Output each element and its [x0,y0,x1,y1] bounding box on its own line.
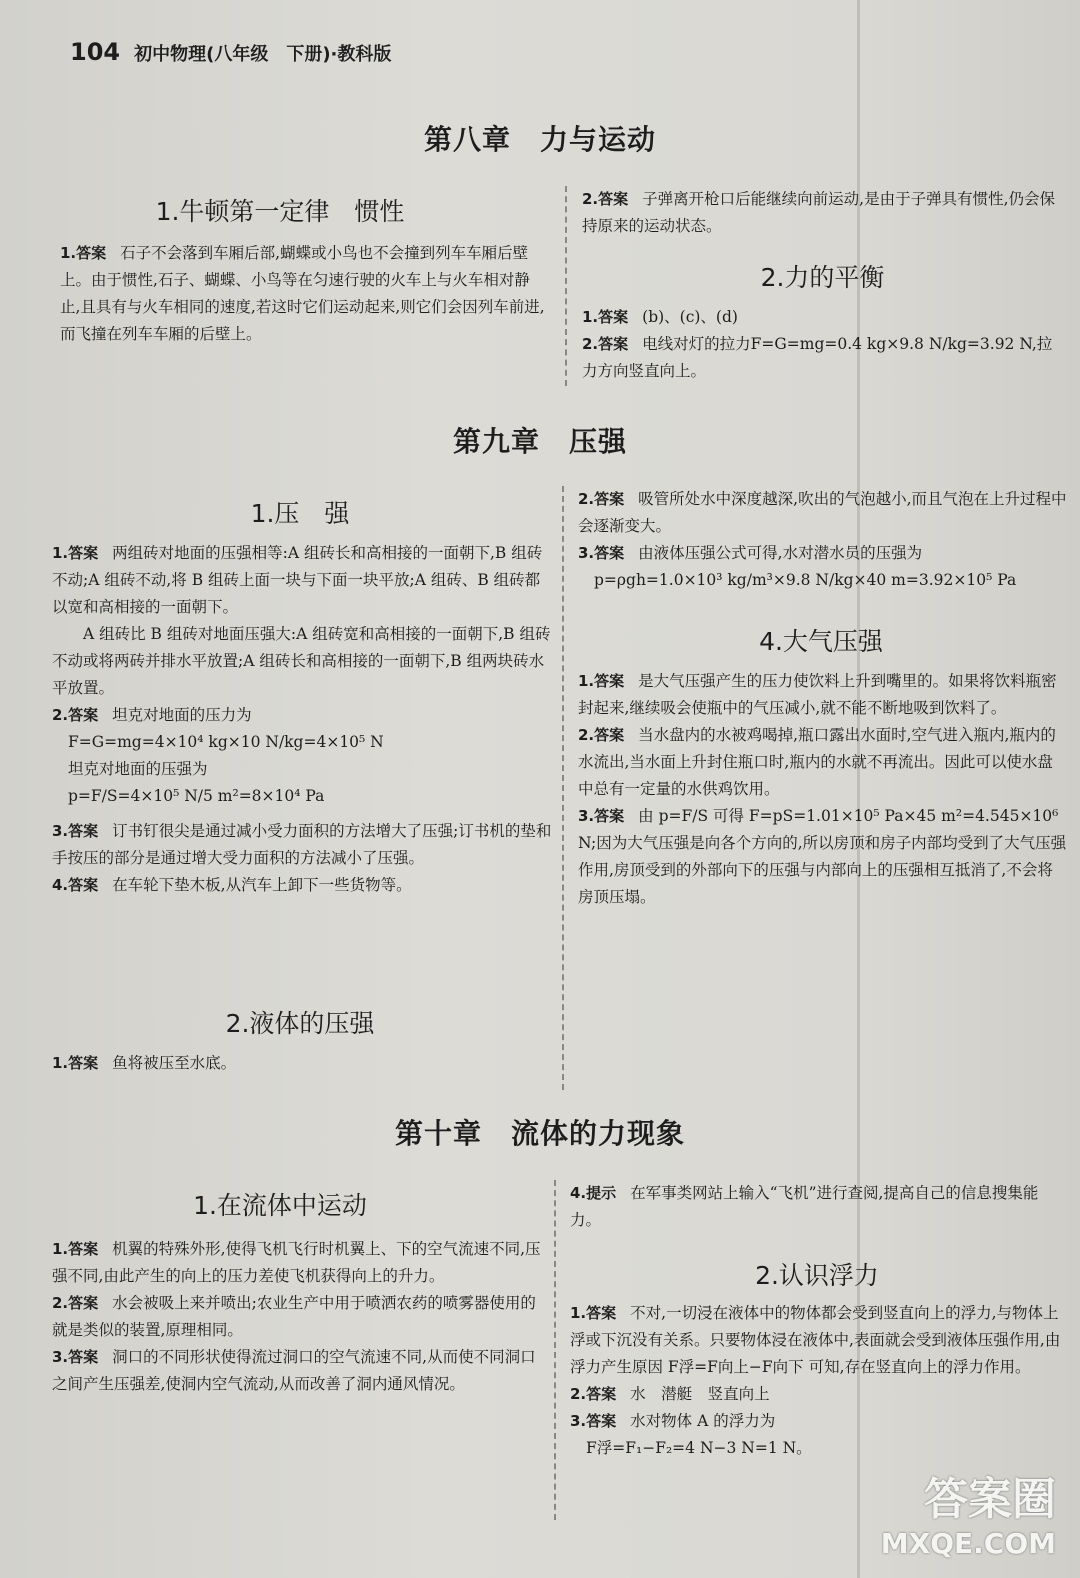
answer-9-1-2-line3: 坦克对地面的压强为 [68,760,208,778]
answer-9-2-1: 1.答案 鱼将被压至水底。 [52,1054,237,1072]
formula-buoyancy: F浮=F₁−F₂=4 N−3 N=1 N。 [586,1439,812,1457]
answer-9-2-3: 3.答案 由液体压强公式可得,水对潜水员的压强为 [578,544,923,562]
section-8-1-body-right [582,186,1067,240]
section-8-1-body [60,240,550,348]
answer-10-2-1: 1.答案 不对,一切浸在液体中的物体都会受到竖直向上的浮力,与物体上浮或下沉没有关系。只要物体浸在液体中,表面就会受到液体压强作用,由浮力产生原因 F浮=F向上−F向下 可知,存在竖直向上的浮力作用。 [570,1304,1061,1376]
site-watermark [881,1463,1056,1560]
book-title: 初中物理(八年级 下册)·教科版 [134,44,392,65]
formula-pressure: p=F/S=4×10⁵ N/5 m²=8×10⁴ Pa [68,787,325,805]
column-divider [562,486,564,1090]
section-9-1-body [52,540,552,899]
column-divider [554,1180,556,1520]
section-10-2-body [570,1300,1065,1462]
answer-10-2-3: 3.答案 水对物体 A 的浮力为 [570,1412,776,1430]
answer-10-2-2: 2.答案 水 潜艇 竖直向上 [570,1385,770,1403]
answer-9-1-4: 4.答案 在车轮下垫木板,从汽车上卸下一些货物等。 [52,876,412,894]
answer-10-1-1: 1.答案 机翼的特殊外形,使得飞机飞行时机翼上、下的空气流速不同,压强不同,由此产生的向上的压力差使飞机获得向上的升力。 [52,1240,541,1285]
answer-8-2-2: 2.答案 电线对灯的拉力F=G=mg=0.4 kg×9.8 N/kg=3.92 N,拉力方向竖直向上。 [582,335,1053,380]
answer-9-1-1-p2: A 组砖比 B 组砖对地面压强大:A 组砖宽和高相接的一面朝下,B 组砖不动或将两砖并排水平放置;A 组砖长和高相接的一面朝下,B 组两块砖水平放置。 [52,625,551,697]
chapter-9-title: 第九章 压强 [452,425,627,458]
section-10-2-title: 2.认识浮力 [755,1261,879,1290]
answer-8-1-2: 2.答案 子弹离开枪口后能继续向前运动,是由于子弹具有惯性,仍会保持原来的运动状态。 [582,190,1055,235]
section-9-2-title: 2.液体的压强 [225,1009,375,1038]
answer-8-2-1: 1.答案 (b)、(c)、(d) [582,308,738,326]
section-9-4-title: 4.大气压强 [759,627,883,656]
watermark-url: MXQE.COM [880,1527,1056,1560]
page-number: 104 [70,38,121,66]
chapter-8-title: 第八章 力与运动 [423,123,656,156]
answer-9-1-3: 3.答案 订书钉很尖是通过减小受力面积的方法增大了压强;订书机的垫和手按压的部分是通过增大受力面积的方法减小了压强。 [52,822,552,867]
answer-9-4-2: 2.答案 当水盘内的水被鸡喝掉,瓶口露出水面时,空气进入瓶内,瓶内的水流出,当水面上升封住瓶口时,瓶内的水就不再流出。因此可以使水盘中总有一定量的水供鸡饮用。 [578,726,1056,798]
answer-8-1-1: 1.答案 石子不会落到车厢后部,蝴蝶或小鸟也不会撞到列车车厢后壁上。由于惯性,石子、蝴蝶、小鸟等在匀速行驶的火车上与火车相对静止,且具有与火车相同的速度,若这时它们运动起来,则它们会因列车前进,而飞撞在列车车厢的后壁上。 [60,244,545,343]
answer-9-1-1: 1.答案 两组砖对地面的压强相等:A 组砖长和高相接的一面朝下,B 组砖不动;A 组砖不动,将 B 组砖上面一块与下面一块平放;A 组砖、B 组砖都以宽和高相接的一面朝下。 [52,544,543,616]
formula-liquid-pressure: p=ρgh=1.0×10³ kg/m³×9.8 N/kg×40 m=3.92×10⁵ Pa [594,571,1017,589]
answer-9-1-2: 2.答案 坦克对地面的压力为 [52,706,252,724]
section-9-2-body [52,1050,552,1077]
chapter-10-title: 第十章 流体的力现象 [394,1117,685,1150]
section-10-1-body [52,1236,542,1398]
section-9-4-body [578,668,1068,911]
section-9-2-body-right [578,486,1068,594]
section-10-1-body-right [570,1180,1065,1234]
section-8-2-title: 2.力的平衡 [760,263,885,292]
answer-9-2-2: 2.答案 吸管所处水中深度越深,吹出的气泡越小,而且气泡在上升过程中会逐渐变大。 [578,490,1067,535]
page-header [70,38,391,66]
answer-10-1-3: 3.答案 洞口的不同形状使得流过洞口的空气流速不同,从而使不同洞口之间产生压强差,使洞内空气流动,从而改善了洞内通风情况。 [52,1348,536,1393]
section-8-1-title: 1.牛顿第一定律 惯性 [155,197,405,226]
section-8-2-body [582,304,1067,385]
answer-9-4-3: 3.答案 由 p=F/S 可得 F=pS=1.01×10⁵ Pa×45 m²=4.545×10⁶ N;因为大气压强是向各个方向的,所以房顶和房子内部均受到了大气压强作用,房顶受到的外部向下的压强与内部向上的压强相互抵消了,不会将房顶压塌。 [578,807,1067,906]
formula-pressure-force: F=G=mg=4×10⁴ kg×10 N/kg=4×10⁵ N [68,733,384,751]
answer-9-4-1: 1.答案 是大气压强产生的压力使饮料上升到嘴里的。如果将饮料瓶密封起来,继续吸会使瓶中的气压减小,就不能不断地吸到饮料了。 [578,672,1057,717]
answer-10-1-2: 2.答案 水会被吸上来并喷出;农业生产中用于喷洒农药的喷雾器使用的就是类似的装置,原理相同。 [52,1294,536,1339]
watermark-logo-text: 答案圈 [924,1474,1056,1525]
tip-10-1-4: 4.提示 在军事类网站上输入“飞机”进行查阅,提高自己的信息搜集能力。 [570,1184,1039,1229]
section-9-1-title: 1.压 强 [250,499,350,528]
section-10-1-title: 1.在流体中运动 [193,1191,367,1220]
